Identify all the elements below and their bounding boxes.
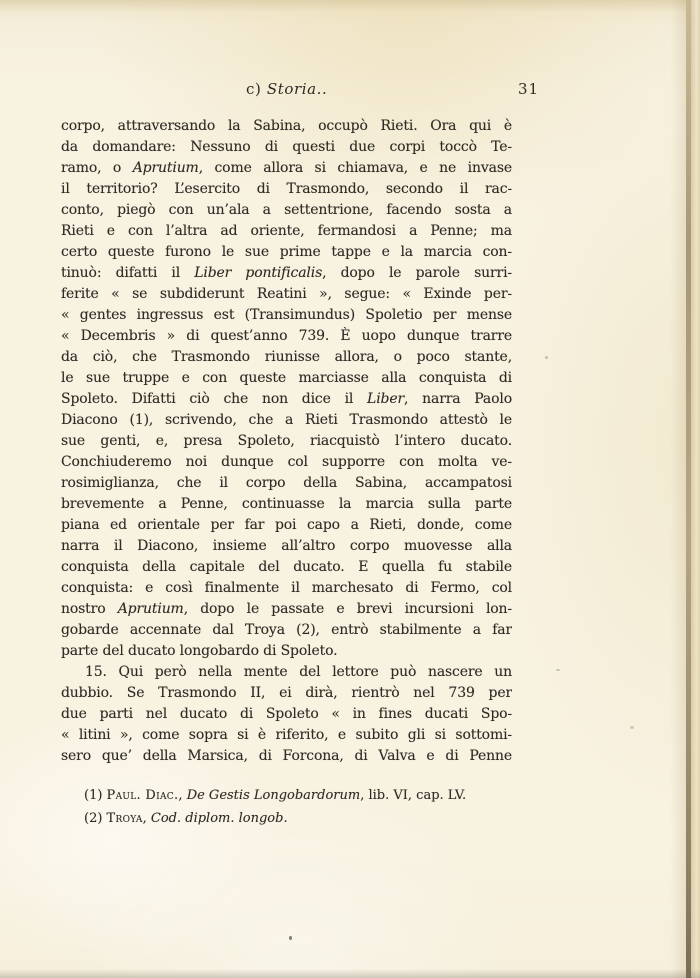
text-line: ferite « se subdiderunt Reatini », segue: « Exinde per- [61, 286, 512, 302]
text-line: da ciò, che Trasmondo riunisse allora, o poco stante, [61, 349, 512, 365]
footnote-line: (1) Paul. Diac., De Gestis Longobardorum, lib. VI, cap. LV. [84, 788, 467, 803]
text-line: tinuò: difatti il Liber pontificalis, dopo le parole surri- [61, 265, 512, 281]
text-line: conto, piegò con un’ala a settentrione, facendo sosta a [61, 202, 512, 218]
section-title: Storia.. [266, 80, 328, 98]
scan-top-shadow [0, 0, 700, 12]
text-line: Conchiuderemo noi dunque col supporre con molta ve- [61, 454, 512, 470]
ink-speck [556, 669, 560, 671]
ink-speck [289, 936, 292, 940]
text-line: brevemente a Penne, continuasse la marcia sulla parte [61, 496, 512, 512]
text-line: corpo, attraversando la Sabina, occupò Rieti. Ora qui è [61, 118, 512, 134]
text-line: nostro Aprutium, dopo le passate e brevi incursioni lon- [61, 601, 512, 617]
text-line: certo queste furono le sue prime tappe e la marcia con- [61, 244, 512, 260]
scan-bottom-shadow [0, 969, 700, 978]
text-line: narra il Diacono, insieme all’altro corpo muovesse alla [61, 538, 512, 554]
footnotes [84, 784, 514, 830]
text-line: sue genti, e, presa Spoleto, riacquistò l’intero ducato. [61, 433, 512, 449]
text-line: « Decembris » di quest’anno 739. È uopo dunque trarre [61, 328, 512, 344]
text-line: rosimiglianza, che il corpo della Sabina, accampatosi [61, 475, 512, 491]
text-line: dubbio. Se Trasmondo II, ei dirà, rientrò nel 739 per [61, 685, 512, 701]
page-edge-margin [691, 0, 700, 978]
text-line: le sue truppe e con queste marciasse alla conquista di [61, 370, 512, 386]
page-edge-shadow [670, 0, 686, 978]
page-number: 31 [518, 80, 540, 98]
text-line: gobarde accennate dal Troya (2), entrò stabilmente a far [61, 622, 512, 638]
text-line: « litini », come sopra si è riferito, e subito gli si sottomi- [61, 727, 512, 743]
text-line: « gentes ingressus est (Transimundus) Spoletio per mense [61, 307, 512, 323]
text-line: due parti nel ducato di Spoleto « in fines ducati Spo- [61, 706, 512, 722]
text-line: Diacono (1), scrivendo, che a Rieti Trasmondo attestò le [61, 412, 512, 428]
text-line: ramo, o Aprutium, come allora si chiamava, e ne invase [61, 160, 512, 176]
running-head [246, 80, 327, 98]
ink-speck [545, 356, 548, 359]
text-line: sero que’ della Marsica, di Forcona, di Valva e di Penne [61, 748, 512, 764]
section-letter: c) [246, 80, 267, 98]
text-line: Rieti e con l’altra ad oriente, fermandosi a Penne; ma [61, 223, 512, 239]
text-line: da domandare: Nessuno di questi due corpi toccò Te- [61, 139, 512, 155]
text-line: parte del ducato longobardo di Spoleto. [61, 643, 338, 659]
ink-speck [630, 726, 634, 729]
text-line: conquista: e così finalmente il marchesato di Fermo, col [61, 580, 512, 596]
text-line: il territorio? L’esercito di Trasmondo, secondo il rac- [61, 181, 512, 197]
text-line: Spoleto. Difatti ciò che non dice il Liber, narra Paolo [61, 391, 512, 407]
text-line: 15. Qui però nella mente del lettore può nascere un [85, 664, 512, 680]
body-text [61, 116, 512, 767]
text-line: conquista della capitale del ducato. E quella fu stabile [61, 559, 512, 575]
footnote-line: (2) Troya, Cod. diplom. longob. [84, 811, 288, 826]
text-line: piana ed orientale per far poi capo a Rieti, donde, come [61, 517, 512, 533]
